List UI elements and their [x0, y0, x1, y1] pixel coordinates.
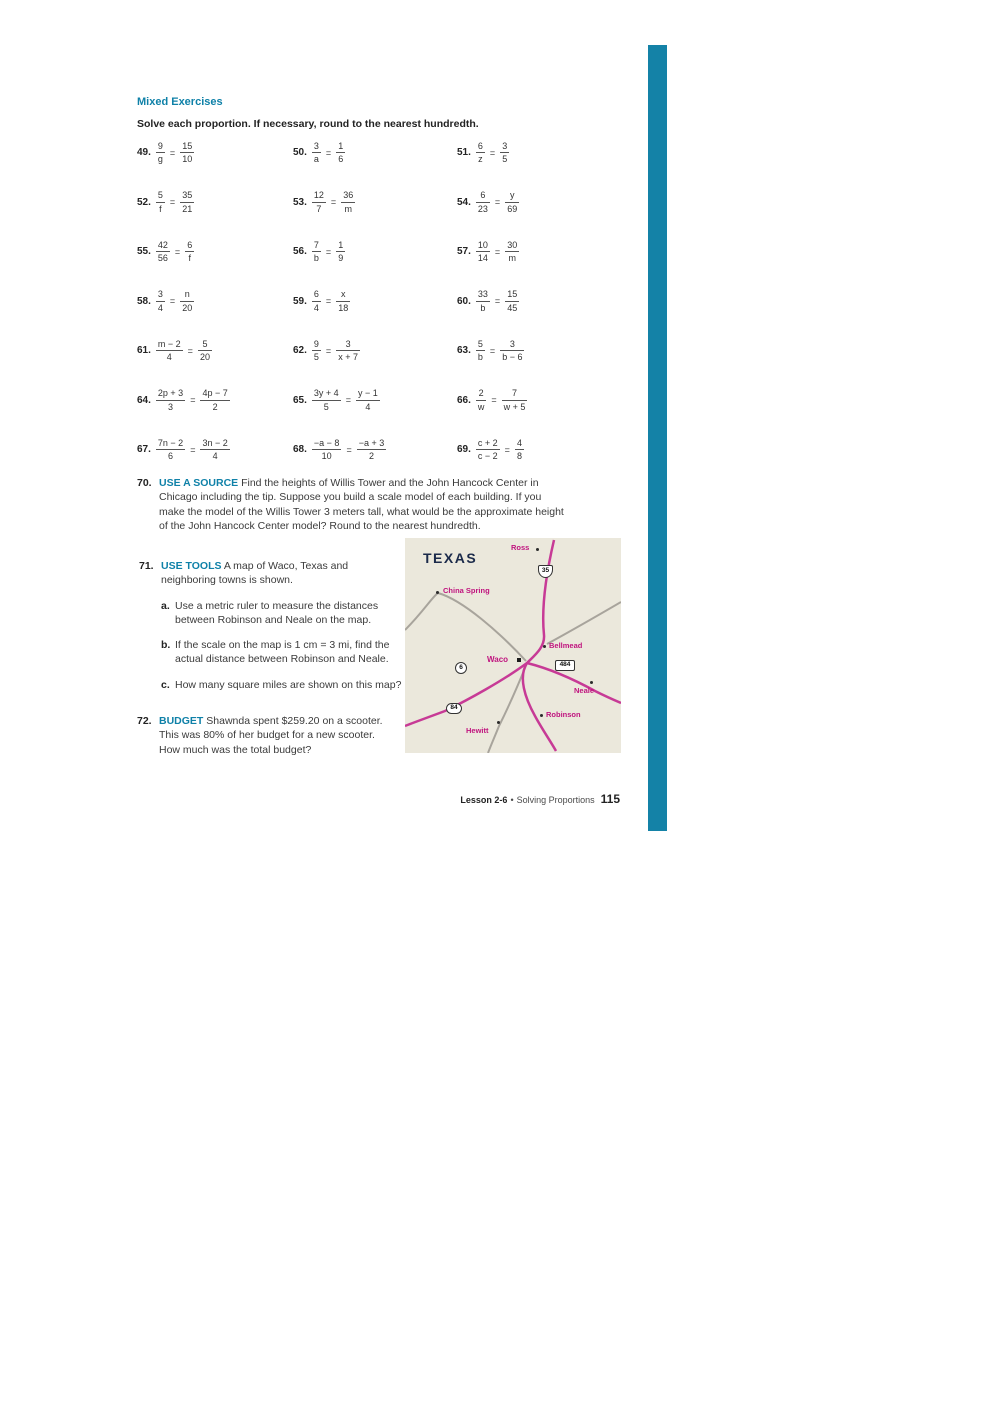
- fraction-right: $\frac{1}{9}$: [338, 239, 344, 264]
- fraction-left: $\frac{7n - 2}{6}$: [157, 437, 184, 462]
- part-label: a.: [161, 599, 170, 612]
- part-text: Use a metric ruler to measure the distances between Robinson and Neale on the map.: [175, 599, 379, 626]
- fraction-right: $\frac{30}{m}$: [507, 239, 518, 264]
- problem-72: [137, 714, 383, 757]
- problem-number: 62.: [293, 345, 307, 357]
- fraction-right: $\frac{3}{5}$: [502, 140, 508, 165]
- problem-67: [137, 438, 293, 462]
- fraction-left: $\frac{42}{56}$: [157, 239, 168, 264]
- fraction-left: $\frac{7}{b}$: [313, 239, 319, 264]
- fraction-right: $\frac{-a + 3}{2}$: [358, 437, 385, 462]
- loop-484-shield: 484: [555, 660, 575, 671]
- town-label-neale: Neale: [574, 686, 595, 695]
- road-northeast: [547, 602, 621, 644]
- equals-sign: =: [491, 395, 497, 406]
- problem-text: USE A SOURCE Find the heights of Willis Tower and the John Hancock Center in Chicago including the tip. Suppose you build a scale model of each building. If you make the model of the Willis Tower 3 meters tall, what would be the approximate height of the John Hancock Center model? Round to the nearest hundredth.: [159, 477, 564, 532]
- problem-number: 52.: [137, 196, 151, 208]
- equals-sign: =: [325, 246, 332, 257]
- equals-sign: =: [345, 395, 351, 406]
- problem-number: 71.: [139, 560, 154, 572]
- fraction-right: $\frac{1}{6}$: [338, 140, 344, 165]
- equals-sign: =: [494, 296, 501, 307]
- fraction-right: $\frac{4}{8}$: [516, 437, 522, 462]
- problem-55: [137, 240, 293, 264]
- equals-sign: =: [190, 444, 196, 455]
- fraction-right: $\frac{6}{f}$: [187, 239, 193, 264]
- chapter-color-band: [648, 45, 667, 831]
- town-label-bellmead: Bellmead: [549, 641, 583, 650]
- town-label-robinson: Robinson: [546, 710, 581, 719]
- town-dot-waco: [517, 658, 521, 662]
- fraction-left: $\frac{33}{b}$: [477, 289, 488, 313]
- problem-tag: BUDGET: [159, 715, 204, 727]
- problem-71-part-a: [161, 599, 416, 628]
- fraction-left: $\frac{m - 2}{4}$: [157, 338, 181, 363]
- problem-62: [293, 339, 457, 363]
- town-dot-china-spring: [436, 591, 439, 594]
- town-dot-robinson: [540, 714, 543, 717]
- equals-sign: =: [325, 147, 332, 158]
- problem-56: [293, 240, 457, 264]
- fraction-right: $\frac{y - 1}{4}$: [357, 388, 378, 412]
- page-footer: [0, 792, 620, 806]
- problem-number: 59.: [293, 295, 307, 307]
- equals-sign: =: [187, 345, 193, 356]
- waco-texas-map: [405, 538, 621, 753]
- problem-number: 60.: [457, 295, 471, 307]
- problem-number: 72.: [137, 715, 152, 727]
- equals-sign: =: [169, 147, 176, 158]
- part-text: If the scale on the map is 1 cm = 3 mi, find the actual distance between Robinson and Neale.: [175, 639, 390, 666]
- town-label-china-spring: China Spring: [443, 586, 490, 595]
- fraction-left: $\frac{5}{b}$: [477, 338, 483, 363]
- problem-70: [137, 476, 565, 533]
- equals-sign: =: [190, 395, 196, 406]
- fraction-right: $\frac{5}{20}$: [199, 338, 210, 363]
- part-text: How many square miles are shown on this map?: [175, 678, 402, 691]
- page-number: 115: [600, 792, 620, 806]
- proportion-problems-grid: [137, 128, 617, 475]
- fraction-right: $\frac{3}{x + 7}$: [338, 338, 358, 363]
- equals-sign: =: [169, 296, 176, 307]
- problem-number: 64.: [137, 394, 151, 406]
- fraction-left: $\frac{5}{f}$: [157, 190, 163, 214]
- problem-69: [457, 438, 617, 462]
- road-china-spring: [405, 593, 526, 661]
- map-roads: [405, 538, 621, 753]
- fraction-left: $\frac{3y + 4}{5}$: [313, 388, 339, 412]
- equals-sign: =: [330, 197, 337, 208]
- footer-bullet: •: [510, 795, 514, 805]
- problem-number: 69.: [457, 444, 471, 456]
- problem-58: [137, 289, 293, 313]
- road-highway-84: [405, 663, 527, 726]
- problem-number: 63.: [457, 345, 471, 357]
- town-label-hewitt: Hewitt: [466, 726, 489, 735]
- part-label: c.: [161, 678, 170, 691]
- problem-65: [293, 388, 457, 412]
- problem-number: 70.: [137, 477, 152, 489]
- problem-49: [137, 141, 293, 165]
- problem-59: [293, 289, 457, 313]
- interstate-35-shield: 35: [538, 565, 553, 578]
- problem-number: 49.: [137, 147, 151, 159]
- fraction-right: $\frac{35}{21}$: [182, 190, 193, 214]
- town-label-ross: Ross: [511, 543, 530, 552]
- problem-tag: USE TOOLS: [161, 560, 222, 572]
- equals-sign: =: [494, 197, 501, 208]
- equals-sign: =: [494, 246, 501, 257]
- problem-60: [457, 289, 617, 313]
- town-dot-hewitt: [497, 721, 500, 724]
- equals-sign: =: [169, 197, 176, 208]
- problem-number: 51.: [457, 147, 471, 159]
- problem-71-part-b: [161, 638, 416, 667]
- fraction-right: $\frac{n}{20}$: [182, 289, 193, 313]
- equals-sign: =: [174, 246, 181, 257]
- problem-number: 66.: [457, 394, 471, 406]
- fraction-right: $\frac{3}{b - 6}$: [502, 338, 523, 363]
- map-title: TEXAS: [423, 550, 478, 566]
- fraction-right: $\frac{7}{w + 5}$: [503, 388, 526, 412]
- fraction-left: $\frac{-a - 8}{10}$: [313, 437, 340, 462]
- fraction-left: $\frac{9}{5}$: [313, 338, 319, 363]
- problem-number: 55.: [137, 246, 151, 258]
- problem-number: 57.: [457, 246, 471, 258]
- equals-sign: =: [504, 444, 510, 455]
- fraction-left: $\frac{9}{g}$: [157, 140, 163, 165]
- part-label: b.: [161, 639, 171, 652]
- fraction-left: $\frac{2}{w}$: [477, 388, 485, 412]
- problem-53: [293, 190, 457, 214]
- fraction-left: $\frac{6}{4}$: [313, 289, 319, 313]
- problem-number: 65.: [293, 394, 307, 406]
- fraction-left: $\frac{6}{23}$: [477, 190, 488, 214]
- highway-84-shield: 84: [446, 703, 462, 714]
- fraction-left: $\frac{2p + 3}{3}$: [157, 388, 184, 412]
- fraction-right: $\frac{x}{18}$: [338, 289, 349, 313]
- problem-51: [457, 141, 617, 165]
- fraction-right: $\frac{3n - 2}{4}$: [202, 437, 228, 462]
- problem-68: [293, 438, 457, 462]
- footer-lesson: Lesson 2-6: [460, 795, 508, 805]
- exercise-instructions: Solve each proportion. If necessary, round to the nearest hundredth.: [137, 118, 479, 130]
- fraction-left: $\frac{3}{4}$: [157, 289, 163, 313]
- equals-sign: =: [489, 345, 496, 356]
- fraction-left: $\frac{10}{14}$: [477, 239, 488, 264]
- equals-sign: =: [325, 345, 332, 356]
- fraction-left: $\frac{12}{7}$: [313, 190, 324, 214]
- problem-number: 53.: [293, 196, 307, 208]
- section-title: Mixed Exercises: [137, 96, 223, 108]
- town-dot-bellmead: [543, 645, 546, 648]
- problem-64: [137, 388, 293, 412]
- problem-number: 50.: [293, 147, 307, 159]
- problem-number: 68.: [293, 444, 307, 456]
- problem-63: [457, 339, 617, 363]
- fraction-right: $\frac{4p - 7}{2}$: [202, 388, 228, 412]
- fraction-left: $\frac{3}{a}$: [313, 140, 319, 165]
- fraction-left: $\frac{c + 2}{c - 2}$: [477, 437, 498, 462]
- problem-number: 58.: [137, 295, 151, 307]
- fraction-right: $\frac{y}{69}$: [507, 190, 518, 214]
- town-dot-neale: [590, 681, 593, 684]
- fraction-right: $\frac{36}{m}$: [343, 190, 354, 214]
- problem-number: 61.: [137, 345, 151, 357]
- equals-sign: =: [325, 296, 332, 307]
- highway-6-shield: 6: [455, 662, 467, 674]
- problem-number: 56.: [293, 246, 307, 258]
- equals-sign: =: [489, 147, 496, 158]
- fraction-right: $\frac{15}{45}$: [507, 289, 518, 313]
- problem-number: 67.: [137, 444, 151, 456]
- problem-66: [457, 388, 617, 412]
- footer-lesson-title: Solving Proportions: [516, 795, 595, 805]
- problem-text: BUDGET Shawnda spent $259.20 on a scooter. This was 80% of her budget for a new scooter. How much was the total budget?: [159, 715, 383, 756]
- problem-71-part-c: [161, 678, 416, 692]
- fraction-left: $\frac{6}{z}$: [477, 140, 483, 165]
- problem-61: [137, 339, 293, 363]
- problem-number: 54.: [457, 196, 471, 208]
- problem-50: [293, 141, 457, 165]
- problem-54: [457, 190, 617, 214]
- problem-71: [139, 559, 416, 692]
- problem-tag: USE A SOURCE: [159, 477, 239, 489]
- town-dot-ross: [536, 548, 539, 551]
- town-label-waco: Waco: [487, 655, 509, 664]
- fraction-right: $\frac{15}{10}$: [182, 140, 193, 165]
- problem-text: USE TOOLS A map of Waco, Texas and neighboring towns is shown.: [161, 560, 349, 587]
- problem-57: [457, 240, 617, 264]
- equals-sign: =: [346, 444, 352, 455]
- problem-52: [137, 190, 293, 214]
